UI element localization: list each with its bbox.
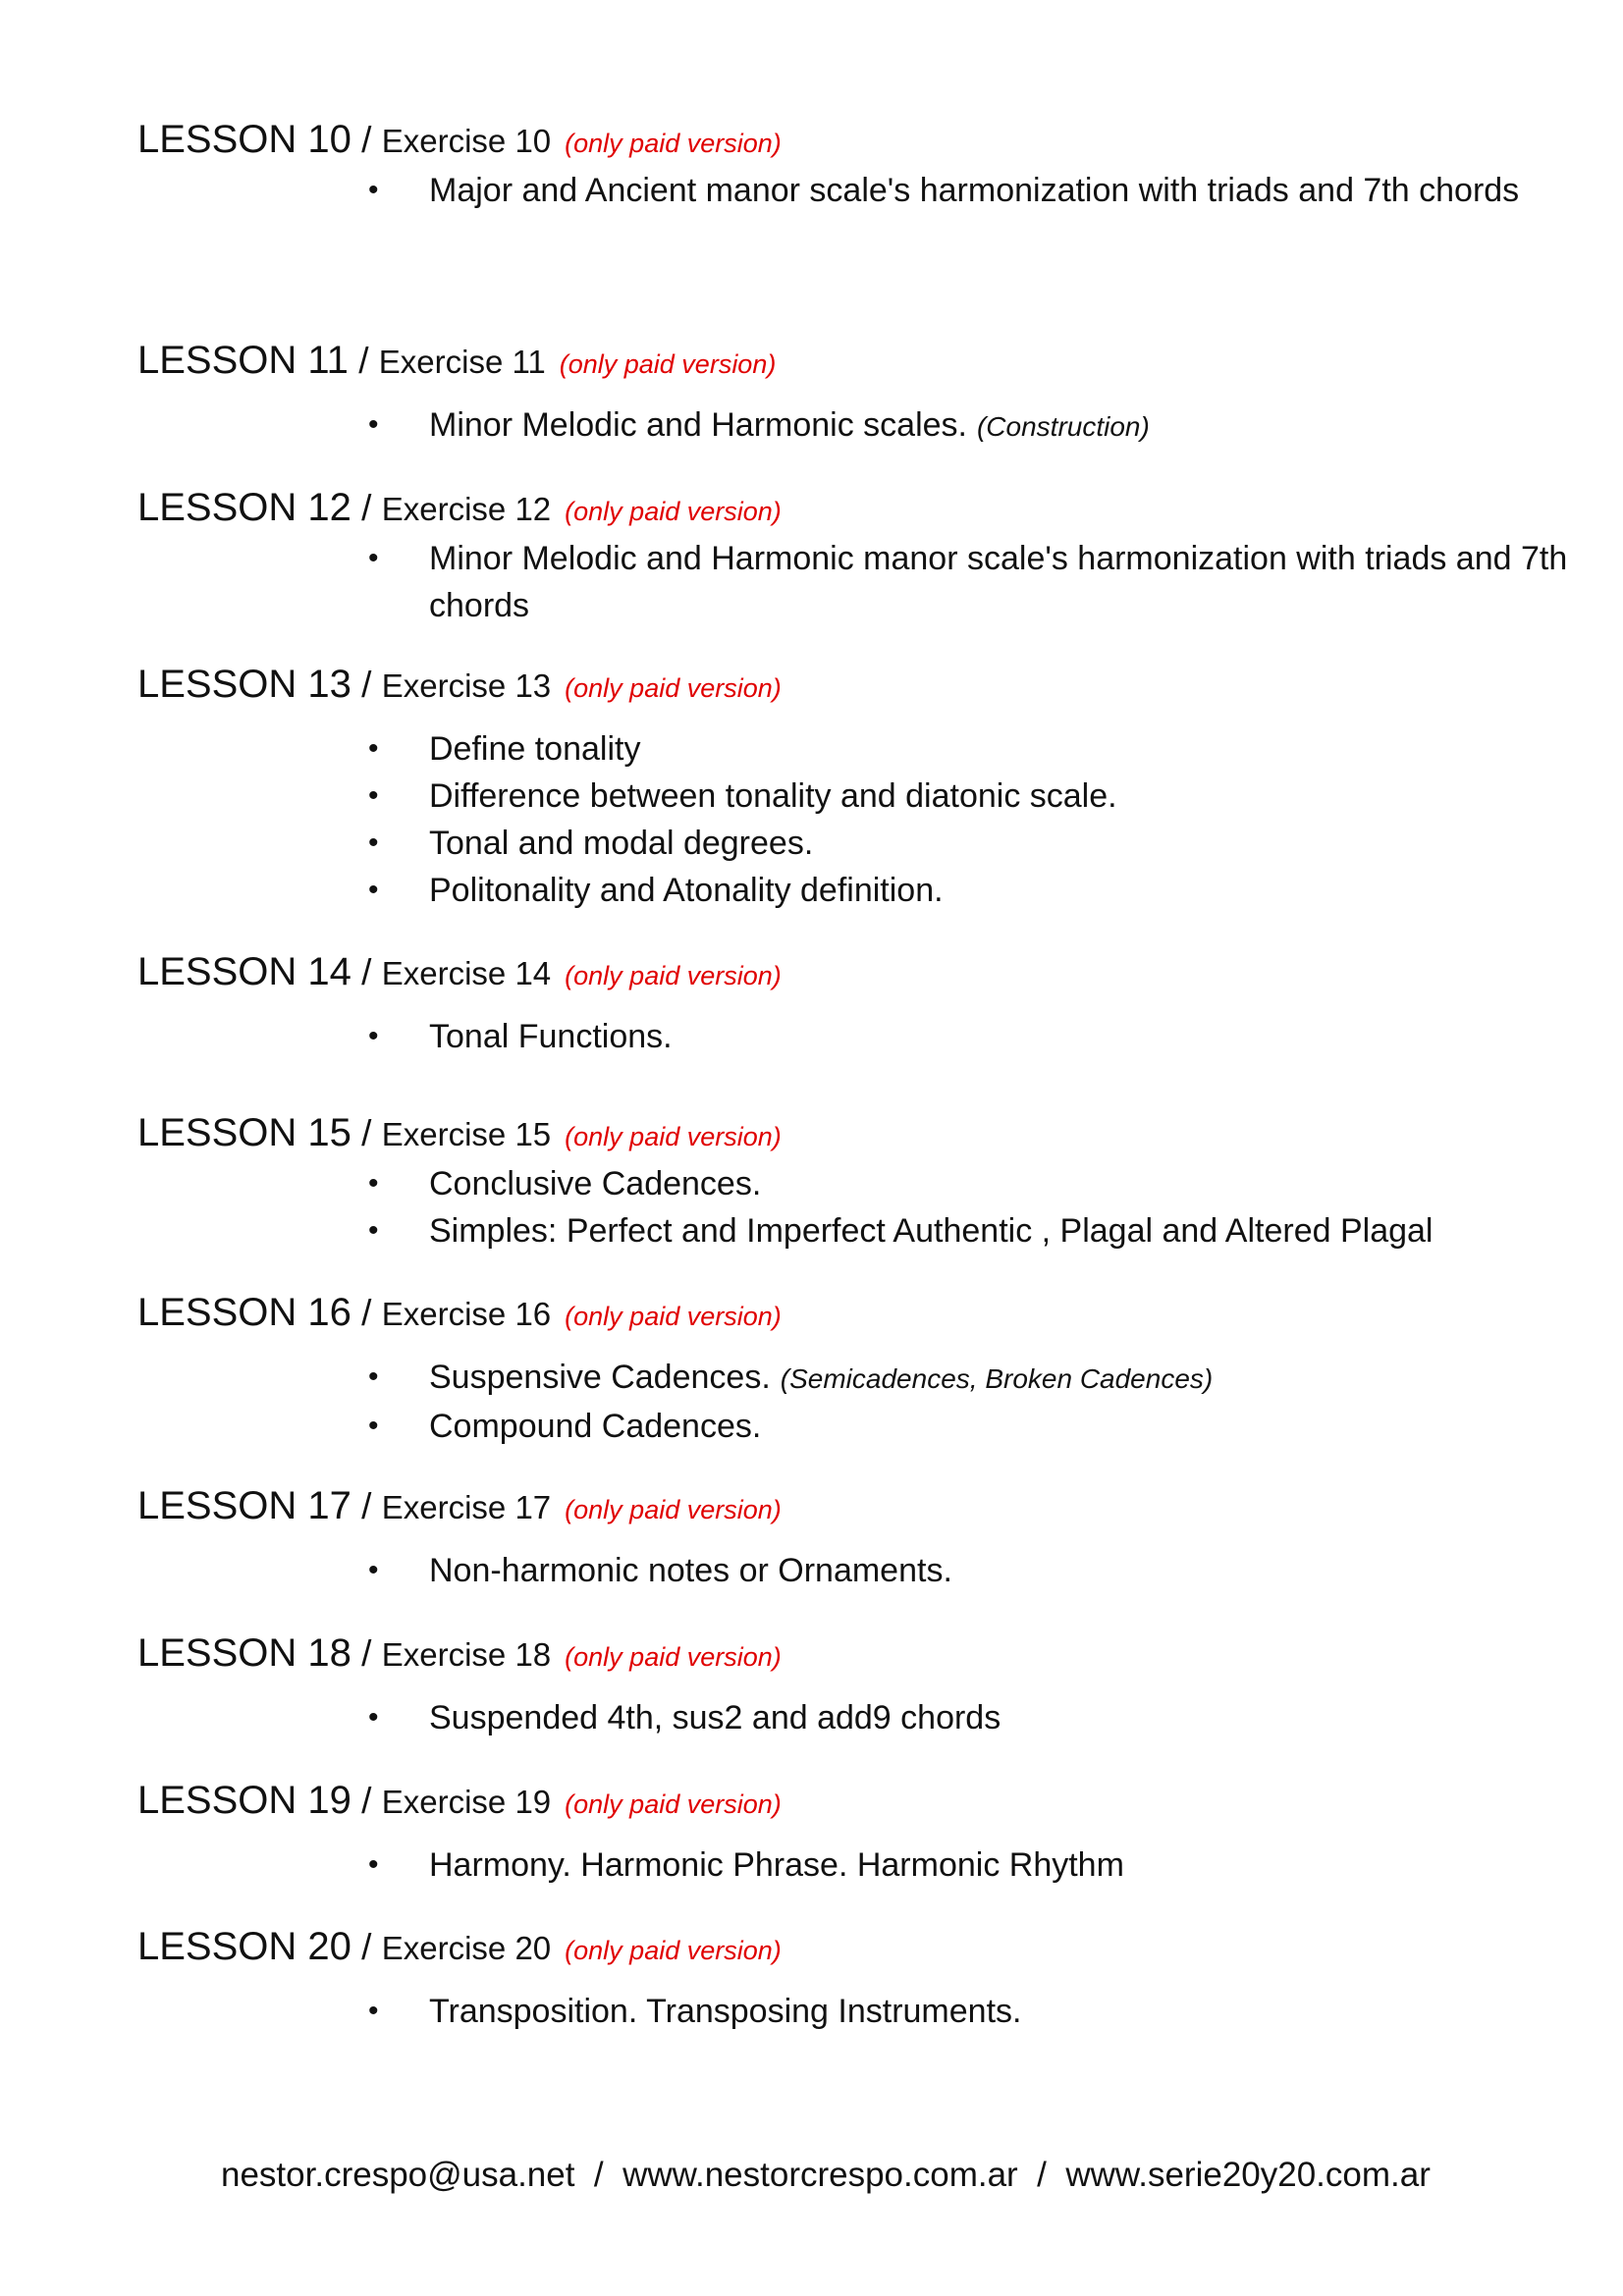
lesson-block [137,1631,1532,1741]
topic-item [137,1842,1532,1889]
topic-text: Define tonality [429,730,641,768]
topic-text-line [429,1842,1623,1889]
lesson-separator: / [351,1113,382,1153]
topic-text: Difference between tonality and diatonic scale. [429,777,1117,815]
lesson-heading [137,486,1532,533]
paid-version-note: (only paid version) [565,1495,782,1524]
topic-list [137,1988,1532,2035]
topic-note: (Semicadences, Broken Cadences) [780,1363,1214,1394]
topic-list [137,1354,1532,1450]
lesson-separator: / [351,1633,382,1674]
lesson-label: LESSON 10 [137,118,352,161]
topic-item [137,1160,1532,1207]
topic-list [137,1842,1532,1889]
topic-text-line [429,773,1623,820]
exercise-label: Exercise 19 [381,1784,552,1820]
lesson-separator: / [348,341,379,381]
lesson-heading [137,1111,1532,1158]
topic-text: Tonal and modal degrees. [429,825,814,862]
bullet-icon: • [368,1020,379,1052]
topic-text-line [429,1160,1623,1207]
exercise-label: Exercise 16 [381,1296,552,1332]
topic-text-line [429,535,1623,629]
topic-item [137,1547,1532,1594]
bullet-icon: • [368,1701,379,1734]
bullet-icon: • [368,1167,379,1200]
lesson-heading [137,1631,1532,1679]
bullet-icon: • [368,1214,379,1247]
topic-text: Tonal Functions. [429,1018,673,1055]
paid-version-note: (only paid version) [565,1789,782,1819]
paid-version-note: (only paid version) [565,961,782,990]
lesson-label: LESSON 20 [137,1925,352,1968]
topic-item [137,1403,1532,1450]
lesson-heading [137,1291,1532,1338]
lesson-block [137,1111,1532,1255]
topic-item [137,820,1532,867]
bullet-icon: • [368,827,379,859]
lesson-block [137,339,1532,451]
exercise-label: Exercise 15 [381,1116,552,1152]
topic-item [137,1988,1532,2035]
bullet-icon: • [368,1848,379,1881]
paid-version-note: (only paid version) [565,1302,782,1331]
topic-text: Transposition. Transposing Instruments. [429,1993,1022,2030]
topic-item [137,725,1532,773]
exercise-label: Exercise 17 [381,1489,552,1525]
topic-list [137,535,1568,629]
bullet-icon: • [368,1554,379,1586]
lesson-label: LESSON 16 [137,1291,352,1334]
lesson-block [137,1779,1532,1889]
exercise-label: Exercise 14 [381,955,552,991]
lesson-separator: / [351,665,382,705]
topic-text-line [429,1403,1623,1450]
exercise-label: Exercise 12 [381,491,552,527]
topic-text-line [429,401,1623,451]
topic-note: (Construction) [976,411,1150,442]
footer-contact: nestor.crespo@usa.net / www.nestorcrespo.com.ar / www.serie20y20.com.ar [221,2156,1431,2194]
topic-text: Suspensive Cadences. [429,1359,771,1396]
topic-text-line [429,167,1623,214]
topic-text: Suspended 4th, sus2 and add9 chords [429,1699,1001,1736]
lesson-heading [137,663,1532,710]
topic-text-line [429,1694,1623,1741]
topic-text-line [429,1013,1623,1060]
lesson-separator: / [351,1293,382,1333]
topic-text: Politonality and Atonality definition. [429,872,944,909]
topic-text: Minor Melodic and Harmonic scales. [429,406,967,444]
lesson-block [137,486,1568,629]
lesson-separator: / [351,1486,382,1526]
lesson-label: LESSON 18 [137,1631,352,1675]
lesson-separator: / [351,1781,382,1821]
lesson-block [137,1291,1532,1450]
topic-text: Compound Cadences. [429,1408,762,1445]
paid-version-note: (only paid version) [565,1936,782,1965]
topic-text-line [429,1354,1623,1403]
lesson-heading [137,1925,1532,1972]
topic-text-line [429,820,1623,867]
topic-list [137,725,1532,914]
exercise-label: Exercise 11 [378,344,546,380]
topic-text: Minor Melodic and Harmonic manor scale's harmonization with triads and 7th chords [429,540,1568,624]
topic-text-line [429,1988,1623,2035]
paid-version-note: (only paid version) [565,1642,782,1672]
lesson-separator: / [351,952,382,992]
topic-item [137,867,1532,914]
lesson-label: LESSON 13 [137,663,352,706]
exercise-label: Exercise 20 [381,1930,552,1966]
topic-item [137,1694,1532,1741]
topic-item [137,1207,1532,1255]
lesson-label: LESSON 12 [137,486,352,529]
topic-text-line [429,867,1623,914]
lesson-block [137,950,1532,1060]
topic-item [137,773,1532,820]
topic-item [137,167,1532,214]
topic-list [137,401,1532,451]
bullet-icon: • [368,732,379,765]
topic-item [137,1013,1532,1060]
lesson-heading [137,118,1532,165]
lesson-label: LESSON 11 [137,339,349,382]
topic-text: Conclusive Cadences. [429,1165,762,1202]
topic-list [137,1547,1532,1594]
lesson-block [137,663,1532,914]
lesson-separator: / [351,488,382,528]
bullet-icon: • [368,1410,379,1442]
lesson-label: LESSON 15 [137,1111,352,1154]
lesson-separator: / [351,120,382,160]
lesson-block [137,1484,1532,1594]
exercise-label: Exercise 13 [381,667,552,704]
paid-version-note: (only paid version) [565,673,782,703]
lesson-heading [137,339,1532,386]
topic-text: Simples: Perfect and Imperfect Authentic , Plagal and Altered Plagal [429,1212,1434,1250]
topic-list [137,1160,1532,1255]
topic-text: Harmony. Harmonic Phrase. Harmonic Rhythm [429,1846,1124,1884]
bullet-icon: • [368,779,379,812]
exercise-label: Exercise 18 [381,1636,552,1673]
topic-list [137,1013,1532,1060]
lesson-label: LESSON 17 [137,1484,352,1527]
exercise-label: Exercise 10 [381,123,552,159]
topic-item [137,401,1532,451]
topic-text-line [429,725,1623,773]
topic-text: Non-harmonic notes or Ornaments. [429,1552,952,1589]
topic-text-line [429,1207,1623,1255]
paid-version-note: (only paid version) [559,349,777,379]
lesson-separator: / [351,1927,382,1967]
bullet-icon: • [368,874,379,906]
topic-list [137,1694,1532,1741]
topic-text: Major and Ancient manor scale's harmonization with triads and 7th chords [429,172,1520,209]
lesson-label: LESSON 19 [137,1779,352,1822]
lesson-heading [137,1484,1532,1531]
paid-version-note: (only paid version) [565,497,782,526]
bullet-icon: • [368,408,379,441]
paid-version-note: (only paid version) [565,1122,782,1151]
lesson-block [137,1925,1532,2035]
bullet-icon: • [368,542,379,574]
topic-item [137,535,1568,629]
lesson-heading [137,950,1532,997]
lesson-label: LESSON 14 [137,950,352,993]
bullet-icon: • [368,174,379,206]
bullet-icon: • [368,1361,379,1393]
topic-list [137,167,1532,214]
topic-item [137,1354,1532,1403]
lesson-heading [137,1779,1532,1826]
topic-text-line [429,1547,1623,1594]
bullet-icon: • [368,1995,379,2027]
lesson-block [137,118,1532,214]
paid-version-note: (only paid version) [565,129,782,158]
